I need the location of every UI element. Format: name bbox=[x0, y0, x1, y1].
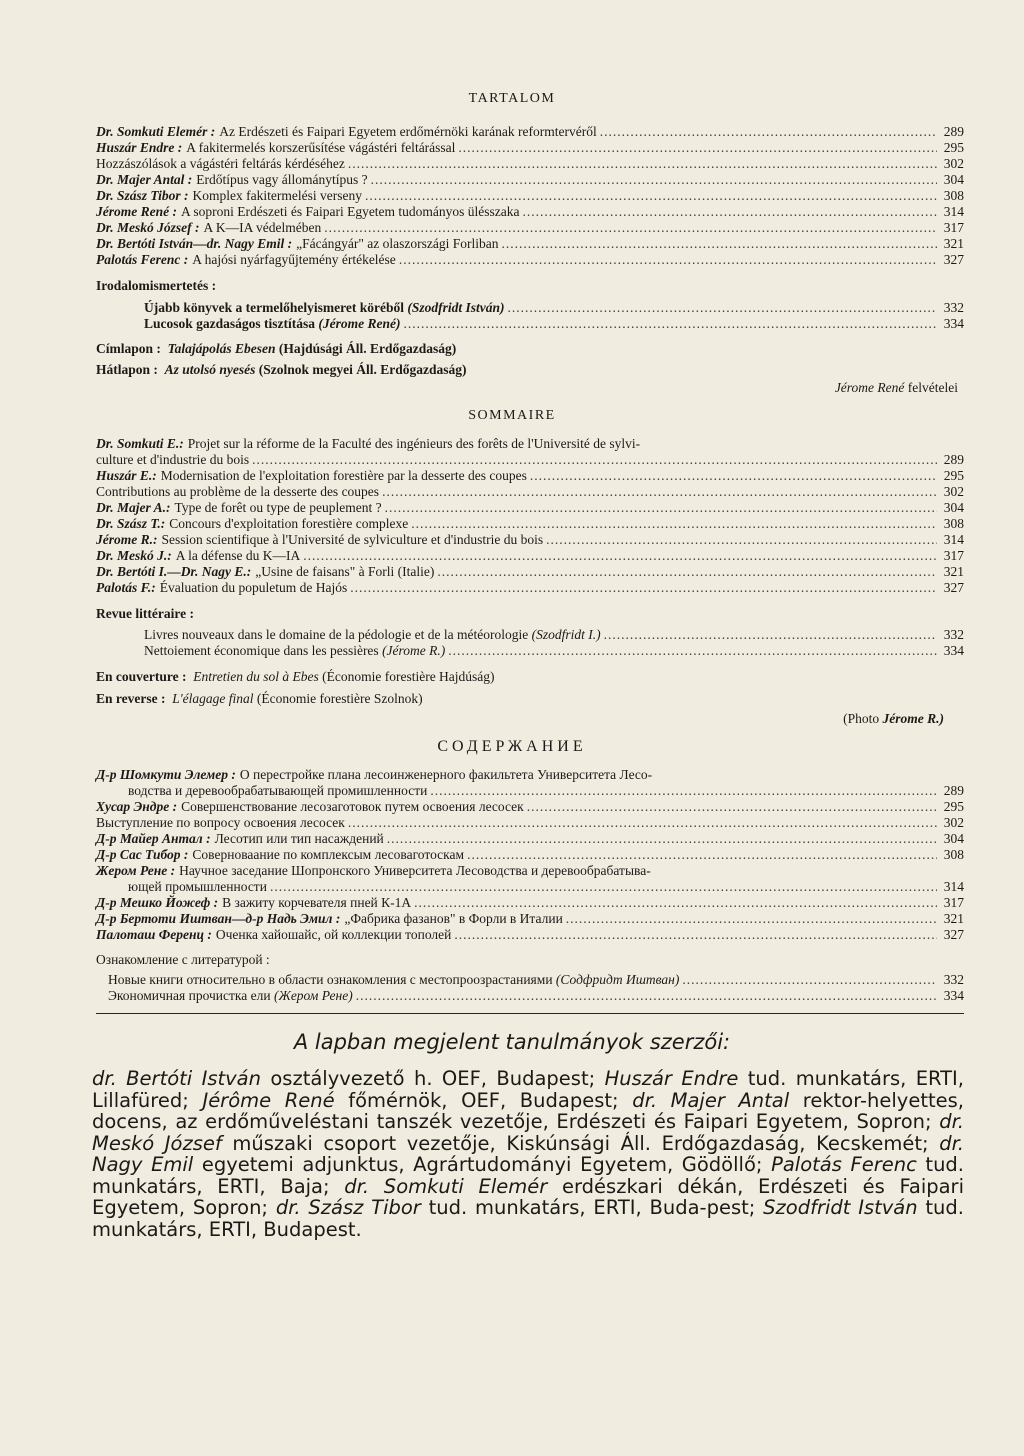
author-affiliation: tud. munkatárs, ERTI, Lillafüred; bbox=[92, 1067, 965, 1112]
fr-entry: Palotás F.: Évaluation du populetum de Hajós ..... 327 bbox=[96, 580, 964, 596]
author-name: Huszár Endre bbox=[604, 1067, 739, 1090]
hu-entry: Dr. Bertóti István—dr. Nagy Emil : „Fácángyár" az olaszországi Forliban ..... 321 bbox=[96, 236, 964, 252]
author-name: dr. Meskó József bbox=[92, 1110, 964, 1155]
ru-entry: Д-р Сас Тибор : Соверноваание по комплексым лесоваготоскам ..... 308 bbox=[96, 847, 964, 863]
fr-entry: Contributions au problème de la desserte des coupes ..... 302 bbox=[96, 484, 964, 500]
ru-review-entry: Новые книги относительно в области ознакомления с местопроозрастаниями (Содфридт Иштван) ..... 332 bbox=[108, 972, 964, 988]
fr-heading: SOMMAIRE bbox=[468, 408, 556, 423]
author-affiliation: főmérnök, OEF, Budapest; bbox=[334, 1088, 633, 1112]
author-name: Jérôme René bbox=[202, 1088, 335, 1112]
hu-entry: Dr. Majer Antal : Erdőtípus vagy állománytípus ? ..... 304 bbox=[96, 172, 964, 188]
ru-entry: Жером Рене : Научное заседание Шопронского Университета Лесоводства и деревообрабатыва- bbox=[96, 863, 651, 878]
fr-back-cover: En reverse : L'élagage final (Économie forestière Szolnok) bbox=[96, 691, 423, 706]
ru-entry: Д-р Мешко Йожеф : В зажиту корчевателя пней К-1А ..... 317 bbox=[96, 895, 964, 911]
author-name: Szodfridt István bbox=[763, 1196, 918, 1219]
author-name: dr. Somkuti Elemér bbox=[344, 1174, 548, 1198]
fr-front-cover: En couverture : Entretien du sol à Ebes (Économie forestière Hajdúság) bbox=[96, 669, 495, 684]
ru-entry: Хусар Эндре : Совершенствование лесозаготовок путем освоения лесосек ..... 295 bbox=[96, 799, 964, 815]
author-name: dr. Szász Tibor bbox=[275, 1196, 421, 1219]
author-affiliation: osztályvezető h. OEF, Budapest; bbox=[261, 1067, 605, 1090]
fr-entry: Dr. Somkuti E.: Projet sur la réforme de la Faculté des ingénieurs des forêts de l'Université de sylvi- bbox=[96, 436, 641, 451]
author-affiliation: tud. munkatárs, ERTI, Budapest. bbox=[92, 1196, 964, 1241]
hu-review-label: Irodalomismertetés : bbox=[96, 278, 217, 293]
author-affiliation: tud. munkatárs, ERTI, Buda-pest; bbox=[420, 1196, 764, 1219]
fr-photo-credit: (Photo Jérome R.) bbox=[843, 711, 944, 726]
author-affiliation: tud. munkatárs, ERTI, Baja; bbox=[92, 1153, 965, 1198]
author-name: dr. Majer Antal bbox=[632, 1088, 790, 1112]
hu-entry: Huszár Endre : A fakitermelés korszerűsítése vágástéri feltárással ..... 295 bbox=[96, 140, 964, 156]
authors-heading: A lapban megjelent tanulmányok szerzői: bbox=[293, 1030, 731, 1054]
fr-review-entry: Livres nouveaux dans le domaine de la pédologie et de la météorologie (Szodfridt I.) ..... 332 bbox=[144, 627, 964, 643]
author-affiliation: rektor-helyettes, docens, az erdőműveléstani tanszék vezetője, Erdészeti és Faipari Egyetem, Sopron; bbox=[92, 1088, 964, 1133]
author-affiliation: egyetemi adjunktus, Agrártudományi Egyetem, Gödöllő; bbox=[193, 1153, 772, 1176]
fr-entry: Dr. Meskó J.: A la défense du K—IA ..... 317 bbox=[96, 548, 964, 564]
author-affiliation: erdészkari dékán, Erdészeti és Faipari Egyetem, Sopron; bbox=[92, 1174, 964, 1219]
fr-entry: Huszár E.: Modernisation de l'exploitation forestière par la desserte des coupes ..... 295 bbox=[96, 468, 964, 484]
fr-review-label: Revue littéraire : bbox=[96, 606, 194, 621]
author-name: Palotás Ferenc bbox=[771, 1153, 917, 1176]
hu-back-cover: Hátlapon : Az utolsó nyesés (Szolnok megyei Áll. Erdőgazdaság) bbox=[96, 362, 467, 377]
hu-entry: Dr. Somkuti Elemér : Az Erdészeti és Faipari Egyetem erdőmérnöki karának reformtervéről ..... 289 bbox=[96, 124, 964, 140]
ru-review-label: Ознакомление с литературой : bbox=[96, 952, 270, 967]
hu-entry: Jérome René : A soproni Erdészeti és Faipari Egyetem tudományos ülésszaka ..... 314 bbox=[96, 204, 964, 220]
fr-entry: Jérome R.: Session scientifique à l'Université de sylviculture et d'industrie du bois ..... 314 bbox=[96, 532, 964, 548]
fr-entry: Dr. Szász T.: Concours d'exploitation forestière complexe ..... 308 bbox=[96, 516, 964, 532]
ru-entry: Д-р Шомкути Элемер : О перестройке плана лесоинженерного факильтета Университета Лесо- bbox=[96, 767, 653, 782]
fr-review-entry: Nettoiement économique dans les pessières (Jérome R.) ..... 334 bbox=[144, 643, 964, 659]
hu-entry: Dr. Szász Tibor : Komplex fakitermelési verseny ..... 308 bbox=[96, 188, 964, 204]
ru-entry: Д-р Майер Антал : Лесотип или тип насаждений ..... 304 bbox=[96, 831, 964, 847]
ru-entry: Выступление по вопросу освоения лесосек ..... 302 bbox=[96, 815, 964, 831]
fr-entry-cont: culture et d'industrie du bois ..... 289 bbox=[96, 452, 964, 468]
ru-review-entry: Экономичная прочистка ели (Жером Рене) ..... 334 bbox=[108, 988, 964, 1004]
ru-heading: СОДЕРЖАНИЕ bbox=[437, 738, 587, 755]
ru-entry-cont: водства и деревообрабатывающей промишленности ..... 289 bbox=[96, 783, 964, 799]
fr-entry: Dr. Bertóti I.—Dr. Nagy E.: „Usine de faisans" à Forli (Italie) ..... 321 bbox=[96, 564, 964, 580]
hu-entry: Dr. Meskó József : A K—IA védelmében ..... 317 bbox=[96, 220, 964, 236]
hu-photo-credit: Jérome René felvételei bbox=[834, 380, 958, 395]
hu-front-cover: Címlapon : Talajápolás Ebesen (Hajdúsági Áll. Erdőgazdaság) bbox=[96, 341, 457, 356]
fr-entry: Dr. Majer A.: Type de forêt ou type de peuplement ? ..... 304 bbox=[96, 500, 964, 516]
ru-entry: Палоташ Ференц : Оченка хайошайс, ой коллекции тополей ..... 327 bbox=[96, 927, 964, 943]
hu-heading: TARTALOM bbox=[468, 91, 556, 106]
author-name: dr. Bertóti István bbox=[92, 1067, 261, 1090]
author-affiliation: műszaki csoport vezetője, Kiskúnsági Áll. Erdőgazdaság, Kecskemét; bbox=[221, 1131, 940, 1155]
hu-entry: Hozzászólások a vágástéri feltárás kérdéséhez ..... 302 bbox=[96, 156, 964, 172]
author-name: dr. Nagy Emil bbox=[92, 1131, 964, 1176]
ru-entry: Д-р Бертоти Иштван—д-р Надь Эмил : „Фабрика фазанов" в Форли в Италии ..... 321 bbox=[96, 911, 964, 927]
hu-review-entry: Újabb könyvek a termelőhelyismeret köréből (Szodfridt István) ..... 332 bbox=[144, 300, 964, 316]
authors-list bbox=[92, 1068, 964, 1240]
ru-entry-cont: ющей промышленности ..... 314 bbox=[96, 879, 964, 895]
hu-entry: Palotás Ferenc : A hajósi nyárfagyűjtemény értékelése ..... 327 bbox=[96, 252, 964, 268]
hu-review-entry: Lucosok gazdaságos tisztítása (Jérome René) ..... 334 bbox=[144, 316, 964, 332]
divider-rule bbox=[96, 1013, 964, 1014]
